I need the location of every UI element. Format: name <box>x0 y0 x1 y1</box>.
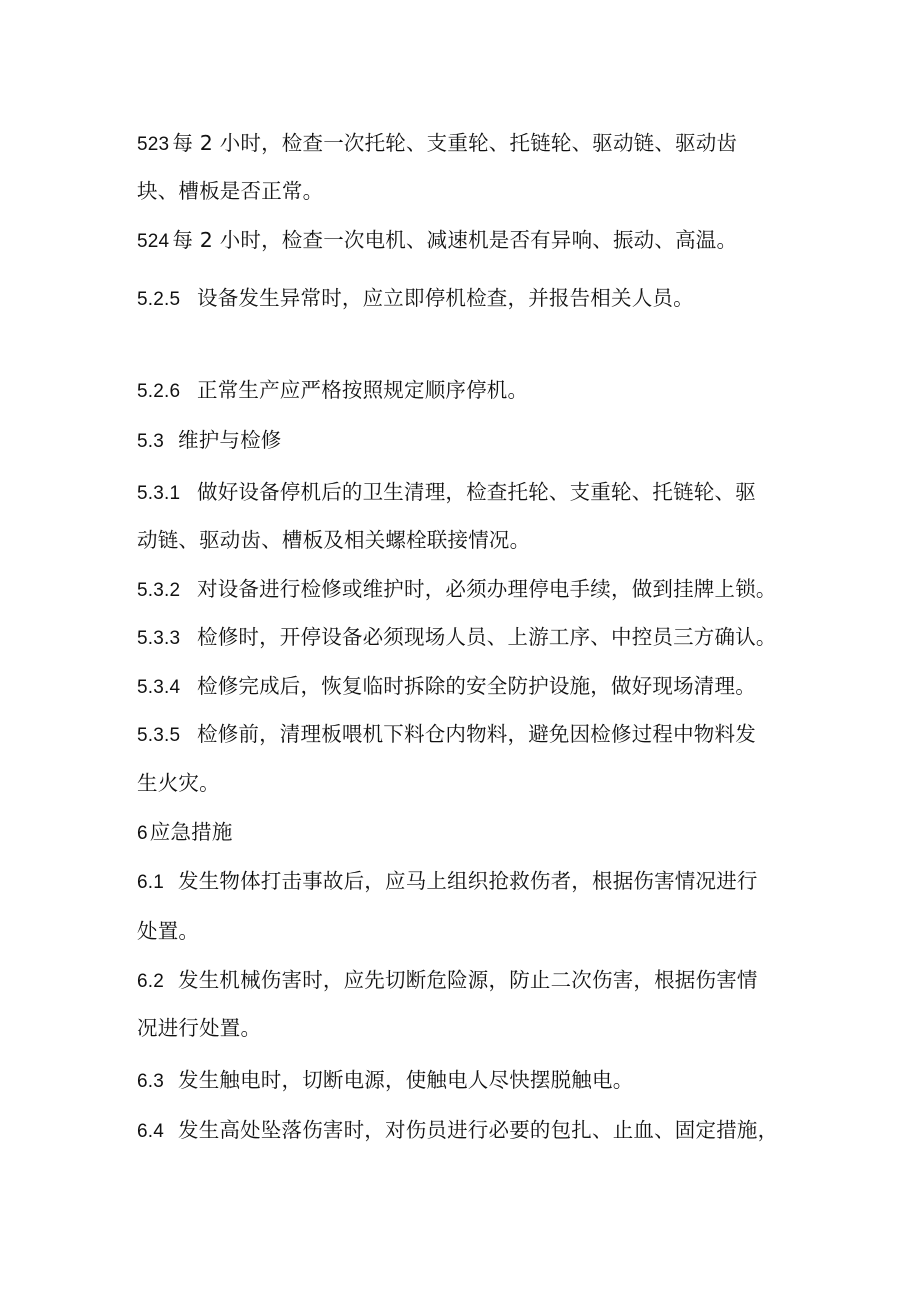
paragraph-text: 每 2 小时，检查一次电机、减速机是否有异响、振动、高温。 <box>172 228 738 252</box>
paragraph-6-2 <box>137 966 758 996</box>
paragraph-text: 做好设备停机后的卫生清理，检查托轮、支重轮、托链轮、驱 <box>197 480 756 504</box>
section-number: 6.2 <box>137 971 165 992</box>
paragraph-text: 处置。 <box>137 919 200 943</box>
paragraph-text: 生火灾。 <box>137 771 220 795</box>
paragraph-text: 检修前，清理板喂机下料仓内物料，避免因检修过程中物料发 <box>197 722 756 746</box>
section-number: 6.3 <box>137 1071 165 1092</box>
section-number: 5.3 <box>137 431 165 452</box>
paragraph-5-3-4 <box>137 672 756 702</box>
heading-text: 应急措施 <box>149 820 233 844</box>
paragraph-5-2-4 <box>137 226 737 256</box>
paragraph-6-1-continued <box>137 917 199 945</box>
section-number: 6 <box>137 823 148 844</box>
paragraph-text: 检修时，开停设备必须现场人员、上游工序、中控员三方确认。 <box>197 625 777 649</box>
section-number: 5.3.5 <box>137 725 181 746</box>
paragraph-6-3 <box>137 1066 633 1096</box>
paragraph-text: 块、槽板是否正常。 <box>137 179 324 203</box>
paragraph-5-2-5 <box>137 284 694 314</box>
section-number: 5.3.3 <box>137 628 181 649</box>
paragraph-text: 动链、驱动齿、槽板及相关螺栓联接情况。 <box>137 528 531 552</box>
paragraph-text: 正常生产应严格按照规定顺序停机。 <box>197 378 529 402</box>
section-number: 6.4 <box>137 1121 165 1142</box>
paragraph-6-4 <box>137 1116 778 1146</box>
section-number: 5.2.6 <box>137 381 181 402</box>
paragraph-text: 发生高处坠落伤害时，对伤员进行必要的包扎、止血、固定措施， <box>178 1118 779 1142</box>
section-number: 524 <box>137 231 170 252</box>
heading-5-3 <box>137 426 282 456</box>
paragraph-5-2-6 <box>137 376 528 406</box>
paragraph-text: 设备发生异常时，应立即停机检查，并报告相关人员。 <box>197 286 694 310</box>
paragraph-text: 对设备进行检修或维护时，必须办理停电手续，做到挂牌上锁。 <box>197 577 777 601</box>
section-number: 5.3.2 <box>137 580 181 601</box>
section-number: 523 <box>137 134 170 155</box>
section-number: 5.3.4 <box>137 677 181 698</box>
section-number: 6.1 <box>137 872 165 893</box>
section-number: 5.2.5 <box>137 289 181 310</box>
section-number: 5.3.1 <box>137 483 181 504</box>
paragraph-5-3-3 <box>137 623 777 653</box>
paragraph-text: 发生触电时，切断电源，使触电人尽快摆脱触电。 <box>178 1068 634 1092</box>
paragraph-5-3-5 <box>137 720 756 750</box>
heading-text: 维护与检修 <box>178 428 282 452</box>
heading-6 <box>137 818 233 848</box>
paragraph-text: 况进行处置。 <box>137 1016 262 1040</box>
paragraph-5-3-1 <box>137 478 756 508</box>
paragraph-5-3-1-continued <box>137 526 530 554</box>
paragraph-text: 发生物体打击事故后，应马上组织抢救伤者，根据伤害情况进行 <box>178 869 758 893</box>
paragraph-5-3-2 <box>137 575 777 605</box>
paragraph-text: 每 2 小时，检查一次托轮、支重轮、托链轮、驱动链、驱动齿 <box>172 131 738 155</box>
paragraph-5-3-5-continued <box>137 769 220 797</box>
paragraph-text: 检修完成后，恢复临时拆除的安全防护设施，做好现场清理。 <box>197 674 756 698</box>
paragraph-text: 发生机械伤害时，应先切断危险源，防止二次伤害，根据伤害情 <box>178 968 758 992</box>
paragraph-6-1 <box>137 867 758 897</box>
paragraph-5-2-3-continued <box>137 177 323 205</box>
paragraph-5-2-3 <box>137 129 737 159</box>
paragraph-6-2-continued <box>137 1014 261 1042</box>
